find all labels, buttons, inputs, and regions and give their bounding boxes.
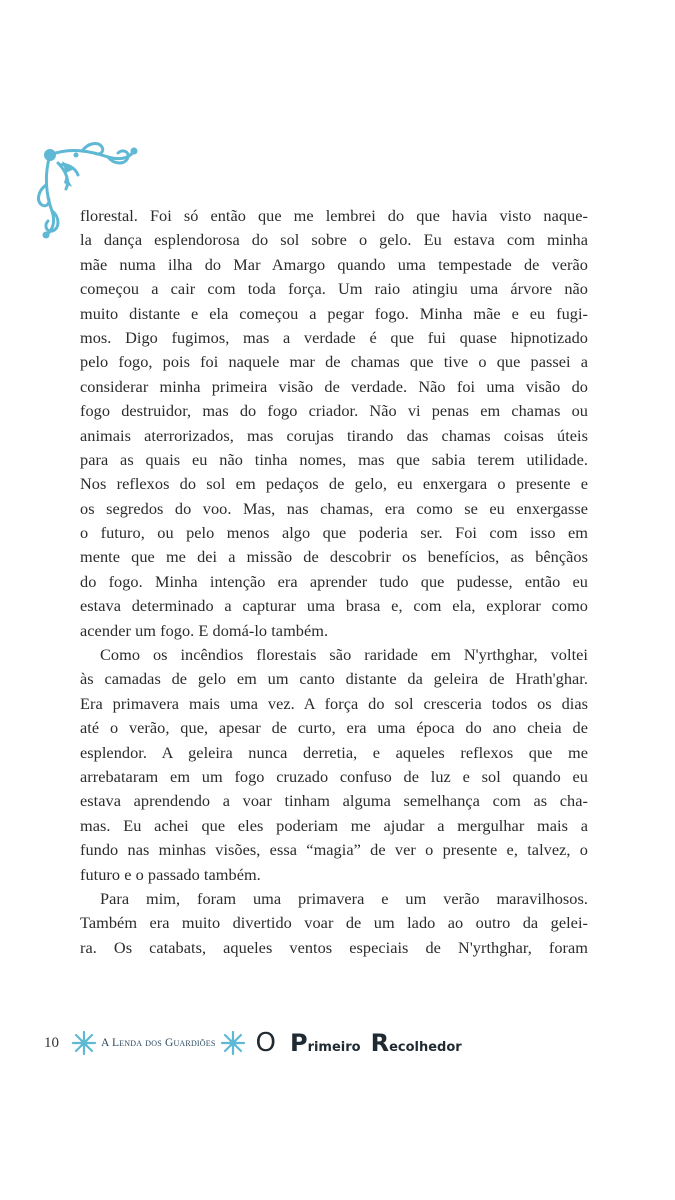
book-title-r: R (370, 1029, 390, 1057)
text-line: estava determinado a capturar uma brasa e, com ela, explorar como (80, 596, 588, 616)
snowflake-icon (220, 1030, 246, 1056)
text-line: considerar minha primeira visão de verdade. Não foi uma visão do (80, 376, 588, 396)
text-line: os segredos do voo. Mas, nas chamas, era como se eu enxergasse (80, 498, 588, 518)
text-line: mente que me dei a missão de descobrir os benefícios, as bênçãos (80, 547, 588, 567)
text-line: muito distante e ela começou a pegar fogo. Minha mãe e eu fugi- (80, 303, 588, 323)
book-title-o: O (255, 1028, 276, 1058)
text-line: ra. Os catabats, aqueles ventos especiais de N'yrthghar, foram (80, 937, 588, 957)
text-line: Como os incêndios florestais são raridade em N'yrthghar, voltei (100, 645, 588, 665)
text-line: esplendor. A geleira nunca derretia, e aqueles reflexos que me (80, 742, 588, 762)
text-line: para as quais eu não tinha nomes, mas que sabia terem utilidade. (80, 449, 588, 469)
series-title: A Lenda dos Guardiões (101, 1037, 216, 1049)
text-line: mos. Digo fugimos, mas a verdade é que fui quase hipnotizado (80, 327, 588, 347)
text-line: fogo destruidor, mas do fogo criador. Não vi penas em chamas ou (80, 401, 588, 421)
book-title-ecolhedor: ecolhedor (389, 1040, 462, 1055)
book-title (256, 1028, 472, 1058)
page-number: 10 (44, 1034, 59, 1051)
text-line: o futuro, ou pelo menos algo que poderia ser. Foi com isso em (80, 523, 588, 543)
text-line: estava aprendendo a voar tinham alguma semelhança com as cha- (80, 791, 588, 811)
text-line: la dança esplendorosa do sol sobre o gelo. Eu estava com minha (80, 230, 588, 250)
text-line: do fogo. Minha intenção era aprender tudo que pudesse, então eu (80, 571, 588, 591)
text-line: pelo fogo, pois foi naquele mar de chamas que tive o que passei a (80, 352, 588, 372)
text-line: Também era muito divertido voar de um lado ao outro da gelei- (80, 913, 588, 933)
text-line: futuro e o passado também. (80, 864, 261, 884)
text-line: mãe numa ilha do Mar Amargo quando uma tempestade de verão (80, 254, 588, 274)
text-line: acender um fogo. E domá-lo também. (80, 620, 329, 640)
text-line: até o verão, que, apesar de curto, era uma época do ano cheia de (80, 718, 588, 738)
body-text (80, 204, 588, 960)
book-title-p: P (289, 1029, 308, 1057)
text-line: florestal. Foi só então que me lembrei do que havia visto naque- (80, 206, 588, 225)
text-line: mas. Eu achei que eles poderiam me ajudar a mergulhar mais a (80, 815, 588, 835)
text-line: começou a cair com toda força. Um raio atingiu uma árvore não (80, 279, 588, 299)
text-line: Nos reflexos do sol em pedaços de gelo, eu enxergara o presente e (80, 474, 588, 494)
snowflake-icon (71, 1030, 97, 1056)
text-line: Era primavera mais uma vez. A força do sol cresceria todos os dias (80, 693, 588, 713)
text-line: animais aterrorizados, mas corujas tirando das chamas coisas úteis (80, 425, 588, 445)
text-line: Para mim, foram uma primavera e um verão maravilhosos. (100, 888, 588, 908)
text-line: arrebataram em um fogo cruzado confuso de luz e sol quando eu (80, 766, 588, 786)
page-footer (44, 1028, 472, 1058)
text-line: fundo nas minhas visões, essa “magia” de ver o presente e, talvez, o (80, 840, 588, 860)
book-title-rimeiro: rimeiro (307, 1040, 361, 1055)
text-line: às camadas de gelo em um canto distante da geleira de Hrath'ghar. (80, 669, 588, 689)
